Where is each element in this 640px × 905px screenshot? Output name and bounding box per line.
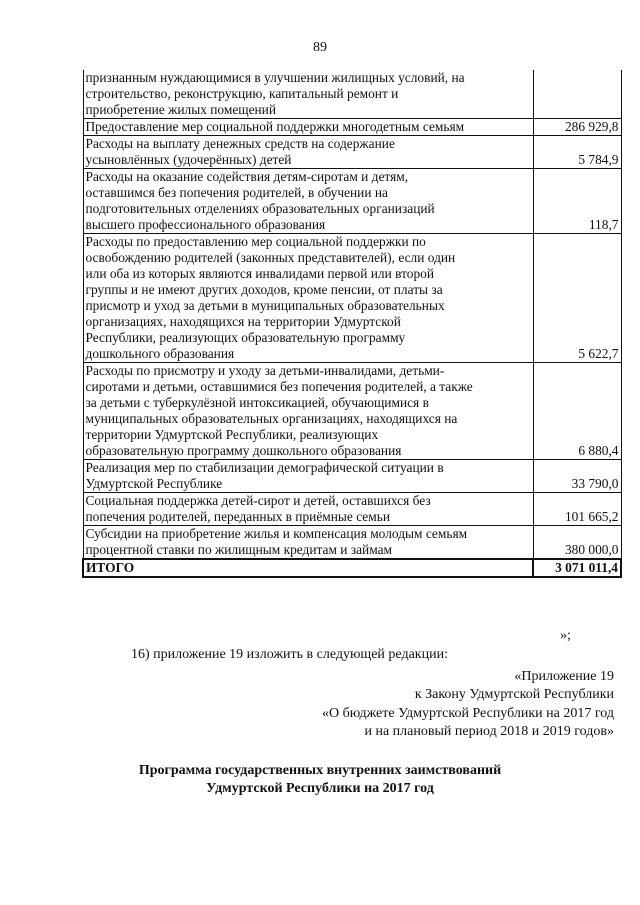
description-line: организациях, находящихся на территории Удмуртской (85, 314, 401, 329)
row-amount: 5 784,9 (533, 136, 621, 169)
program-title-line: Удмуртской Республики на 2017 год (206, 781, 434, 796)
row-description (83, 169, 533, 234)
description-line: подготовительных отделениях образовательных организаций (85, 201, 435, 216)
annex-header (415, 668, 614, 704)
description-line: за детьми с туберкулёзной интоксикацией, обучающимися в (85, 395, 429, 410)
row-description (83, 460, 533, 493)
description-line: Республики, реализующих образовательную программу (85, 330, 406, 345)
page-number: 89 (313, 40, 327, 55)
row-description (83, 119, 533, 136)
table-row (83, 363, 621, 460)
row-amount: 101 665,2 (533, 493, 621, 526)
description-line: Удмуртской Республике (85, 476, 223, 491)
description-line: приобретение жилых помещений (85, 102, 277, 117)
description-line: Расходы по присмотру и уходу за детьми-инвалидами, детьми- (85, 363, 445, 378)
row-amount: 380 000,0 (533, 526, 621, 560)
description-line: образовательную программу дошкольного образования (85, 443, 402, 458)
program-title-line: Программа государственных внутренних заимствований (138, 763, 502, 778)
description-line: Реализация мер по стабилизации демографической ситуации в (85, 460, 444, 475)
description-line: Субсидии на приобретение жилья и компенсация молодым семьям (85, 526, 468, 541)
table-row (83, 234, 621, 363)
row-description (83, 136, 533, 169)
description-line: попечения родителей, переданных в приёмные семьи (85, 509, 390, 524)
table-row (83, 119, 621, 136)
row-description (83, 70, 533, 119)
row-description (83, 363, 533, 460)
annex-line: к Закону Удмуртской Республики (414, 687, 614, 702)
row-description (83, 234, 533, 363)
description-line: оставшимся без попечения родителей, в обучении на (85, 185, 388, 200)
table-row (83, 169, 621, 234)
description-line: Расходы на выплату денежных средств на содержание (85, 136, 395, 151)
description-line: муниципальных образовательных организациях, находящихся на (85, 411, 458, 426)
description-line: сиротами и детьми, оставшимися без попечения родителей, а также (85, 379, 473, 394)
table-row (83, 493, 621, 526)
annex-line: и на плановый период 2018 и 2019 годов» (364, 724, 614, 739)
description-line: Социальная поддержка детей-сирот и детей, оставшихся без (85, 493, 431, 508)
row-description (83, 493, 533, 526)
row-amount: 6 880,4 (533, 363, 621, 460)
row-amount: 33 790,0 (533, 460, 621, 493)
description-line: присмотр и уход за детьми в муниципальных образовательных (85, 298, 445, 313)
annex-line: «Приложение 19 (514, 669, 614, 684)
table-row (83, 526, 621, 560)
annex-line: «О бюджете Удмуртской Республики на 2017 год (321, 706, 614, 721)
row-amount: 5 622,7 (533, 234, 621, 363)
description-line: территории Удмуртской Республики, реализующих (85, 427, 379, 442)
description-line: дошкольного образования (85, 346, 235, 361)
annex-law-title (322, 705, 614, 741)
description-line: усыновлённых (удочерённых) детей (85, 152, 292, 167)
description-line: Расходы на оказание содействия детям-сиротам и детям, (85, 169, 409, 184)
description-line: Расходы по предоставлению мер социальной поддержки по (85, 234, 426, 249)
row-amount: 286 929,8 (533, 119, 621, 136)
total-row (83, 559, 621, 577)
row-amount: 118,7 (533, 169, 621, 234)
total-label: ИТОГО (83, 559, 533, 577)
table-row (83, 136, 621, 169)
description-line: или оба из которых являются инвалидами первой или второй (85, 266, 435, 281)
description-line: освобождению родителей (законных представителей), если один (85, 250, 456, 265)
table-row (83, 70, 621, 119)
description-line: признанным нуждающимися в улучшении жилищных условий, на (85, 70, 465, 85)
amendment-item-16: 16) приложение 19 изложить в следующей редакции: (131, 647, 448, 662)
program-title (0, 762, 640, 798)
description-line: группы и не имеют других доходов, кроме пенсии, от платы за (85, 282, 443, 297)
row-description (83, 526, 533, 560)
budget-table (82, 70, 622, 578)
description-line: высшего профессионального образования (85, 217, 326, 232)
total-amount: 3 071 011,4 (533, 559, 621, 577)
description-line: Предоставление мер социальной поддержки многодетным семьям (85, 119, 465, 134)
table-row (83, 460, 621, 493)
row-amount (533, 70, 621, 119)
description-line: строительство, реконструкцию, капитальный ремонт и (85, 86, 399, 101)
description-line: процентной ставки по жилищным кредитам и займам (85, 542, 393, 557)
closing-quote: »; (560, 628, 571, 643)
